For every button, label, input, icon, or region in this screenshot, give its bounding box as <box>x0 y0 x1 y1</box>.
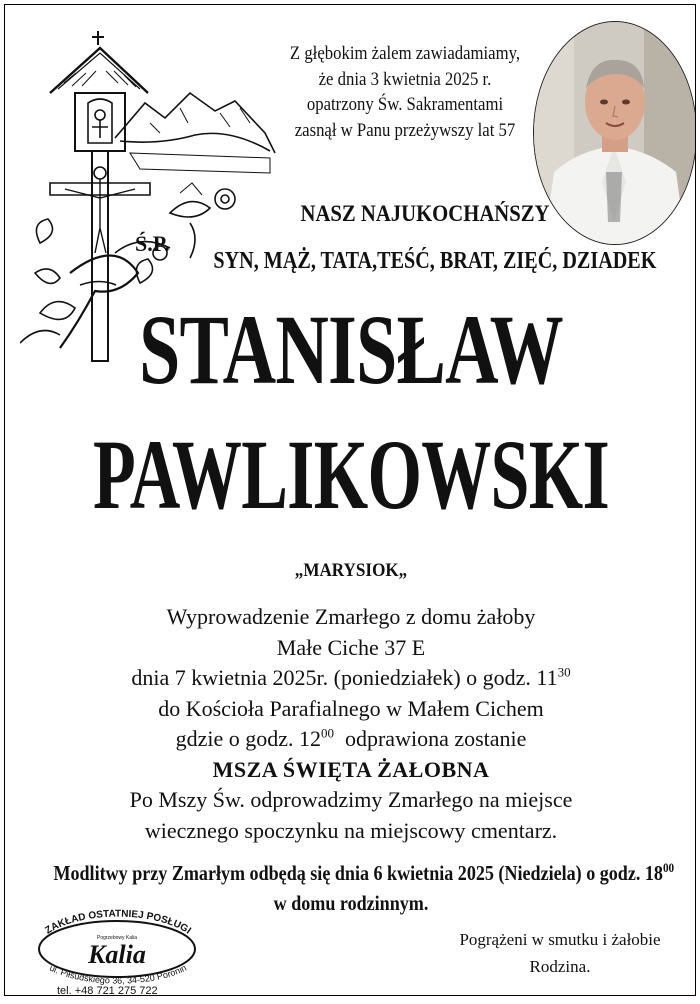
logo-top-text: ZAKŁAD OSTATNIEJ POSŁUGI <box>43 908 193 937</box>
nickname: „MARYSIOK„ <box>294 560 408 581</box>
family-signature <box>445 926 675 980</box>
deceased-first-name: STANISŁAW <box>139 294 563 405</box>
time-minutes: 00 <box>662 860 675 875</box>
mass-time-text: gdzie o godz. 12 <box>175 726 321 751</box>
funeral-line: Po Mszy Św. odprowadzimy Zmarłego na miejsce <box>129 787 573 812</box>
signature-line: Pogrążeni w smutku i żałobie <box>459 930 661 949</box>
logo-brand: Kalia <box>88 940 146 969</box>
beloved-heading: NASZ NAJUKOCHAŃSZY <box>300 201 550 226</box>
funeral-details <box>35 602 667 846</box>
phone-number: tel. +48 721 275 722 <box>57 985 158 996</box>
deceased-last-name: PAWLIKOWSKI <box>92 419 610 530</box>
funeral-line: do Kościoła Parafialnego w Małem Cichem <box>158 695 544 721</box>
announcement-intro <box>277 41 532 143</box>
intro-line: że dnia 3 kwietnia 2025 r. <box>318 68 492 90</box>
prayer-line: w domu rodzinnym. <box>273 891 429 915</box>
funeral-line: Wyprowadzenie Zmarłego z domu żałoby <box>166 604 536 629</box>
prayer-text: Modlitwy przy Zmarłym odbędą się dnia 6 kwietnia 2025 (Niedziela) o godz. 18 <box>53 861 663 885</box>
logo-small-text: Pogrzebowy Kalia <box>96 935 138 941</box>
intro-line: Z głębokim żalem zawiadamiamy, <box>289 43 521 64</box>
logo-address: ul. Piłsudskiego 36, 34-520 Poronin <box>47 962 189 986</box>
mass-title: MSZA ŚWIĘTA ŻAŁOBNA <box>212 756 490 782</box>
funeral-line: Małe Ciche 37 E <box>276 634 426 660</box>
prayer-line <box>53 858 675 888</box>
obituary-page <box>4 4 696 996</box>
mass-time-text-post: odprawiona zostanie <box>333 726 527 751</box>
funeral-date-text: dnia 7 kwietnia 2025r. (poniedziałek) o godz. 11 <box>131 665 558 690</box>
funeral-line <box>35 724 667 755</box>
sp-label: Ś.P. <box>135 231 170 256</box>
time-minutes: 00 <box>320 725 334 741</box>
funeral-line <box>35 663 667 694</box>
intro-line: opatrzony Św. Sakramentami <box>306 94 504 115</box>
intro-line: zasnął w Panu przeżywszy lat 57 <box>294 119 516 141</box>
family-relations: SYN, MĄŻ, TATA,TEŚĆ, BRAT, ZIĘĆ, DZIADEK <box>213 248 657 274</box>
funeral-line: wiecznego spoczynku na miejscowy cmentarz. <box>144 817 558 843</box>
time-minutes: 30 <box>557 664 571 680</box>
funeral-home-logo <box>17 903 217 988</box>
signature-line: Rodzina. <box>529 957 591 976</box>
